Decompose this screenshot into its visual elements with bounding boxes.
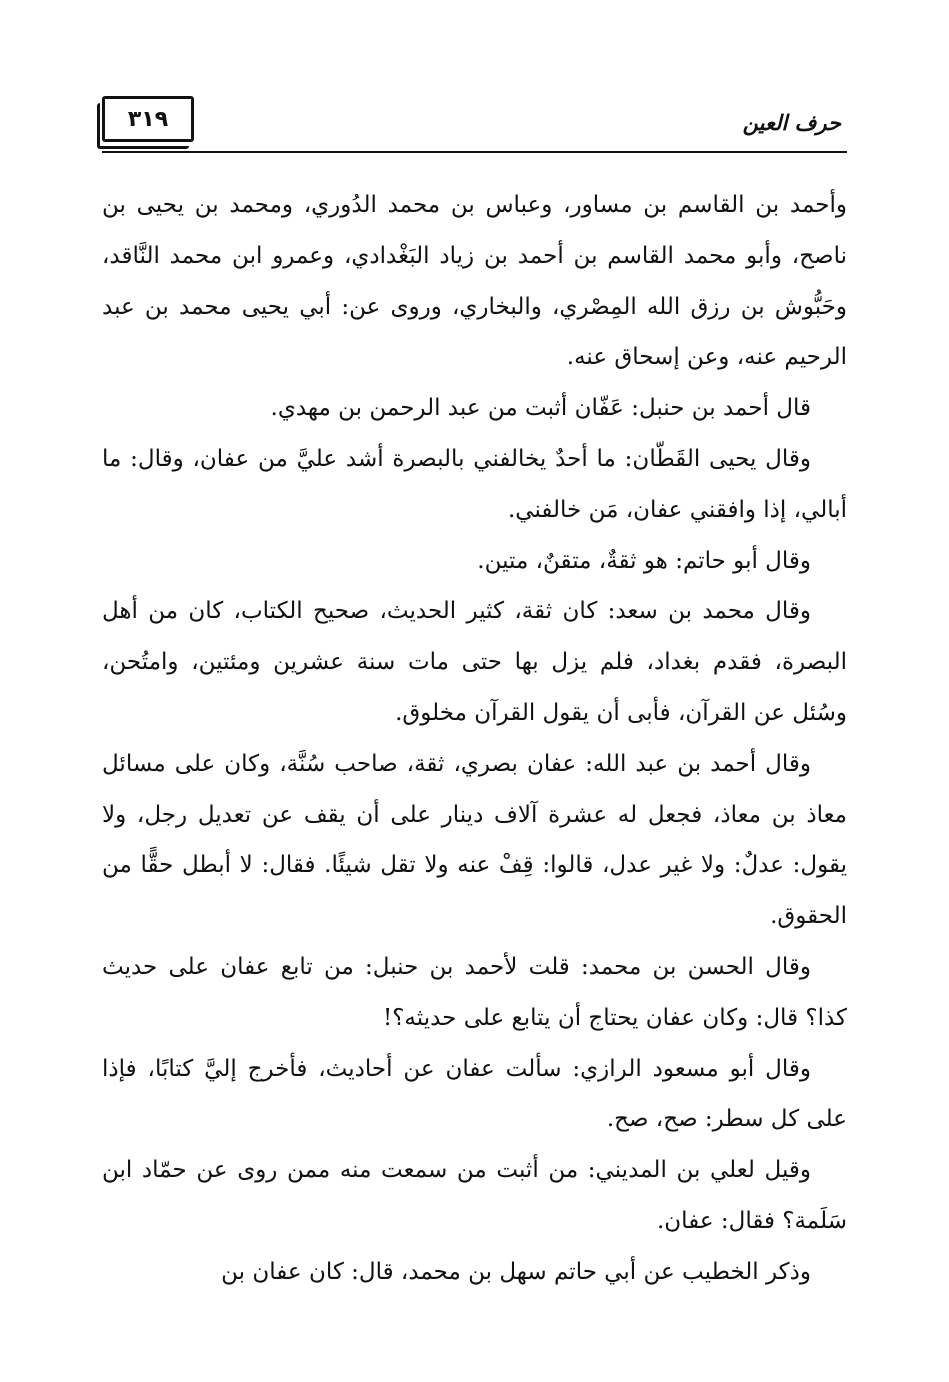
paragraph: وقال أبو حاتم: هو ثقةٌ، متقنٌ، متين. [477,547,811,574]
page-header [102,90,847,152]
header-divider [102,151,847,153]
page-number: ٣١٩ [102,96,194,142]
main-text [102,180,847,1298]
paragraph: وذكر الخطيب عن أبي حاتم سهل بن محمد، قال: كان عفان بن [221,1258,811,1285]
paragraph: وقال يحيى القَطّان: ما أحدٌ يخالفني بالبصرة أشد عليَّ من عفان، وقال: ما أبالي، إذا وافقني عفان، مَن خالفني. [102,445,847,523]
paragraph: وقال أحمد بن عبد الله: عفان بصري، ثقة، صاحب سُنَّة، وكان على مسائل معاذ بن معاذ، فجعل له عشرة آلاف دينار على أن يقف عن تعديل رجل، ولا يقول: عدلٌ: ولا غير عدل، قالوا: قِفْ عنه ولا تقل شيئًا. فقال: لا أبطل حقًّا من الحقوق. [102,750,847,930]
paragraph: وأحمد بن القاسم بن مساور، وعباس بن محمد الدُوري، ومحمد بن يحيى بن ناصح، وأبو محمد القاسم بن أحمد بن زياد البَغْدادي، وعمرو ابن محمد النَّاقد، وحَبُّوش بن رزق الله المِصْري، والبخاري، وروى عن: أبي يحيى محمد بن عبد الرحيم عنه، وعن إسحاق عنه. [102,192,847,371]
paragraph: وقال الحسن بن محمد: قلت لأحمد بن حنبل: من تابع عفان على حديث كذا؟ قال: وكان عفان يحتاج أن يتابع على حديثه؟! [102,953,847,1031]
paragraph: وقيل لعلي بن المديني: من أثبت من سمعت منه ممن روى عن حمّاد ابن سَلَمة؟ فقال: عفان. [102,1157,847,1234]
paragraph: وقال أبو مسعود الرازي: سألت عفان عن أحاديث، فأخرج إليَّ كتابًا، فإذا على كل سطر: صح، صح. [102,1055,847,1133]
running-title: حرف العين [742,110,841,135]
paragraph: قال أحمد بن حنبل: عَفّان أثبت من عبد الرحمن بن مهدي. [270,395,811,422]
paragraph: وقال محمد بن سعد: كان ثقة، كثير الحديث، صحيح الكتاب، كان من أهل البصرة، فقدم بغداد، فلم يزل بها حتى مات سنة عشرين ومئتين، وامتُحن، وسُئل عن القرآن، فأبى أن يقول القرآن مخلوق. [102,598,847,726]
